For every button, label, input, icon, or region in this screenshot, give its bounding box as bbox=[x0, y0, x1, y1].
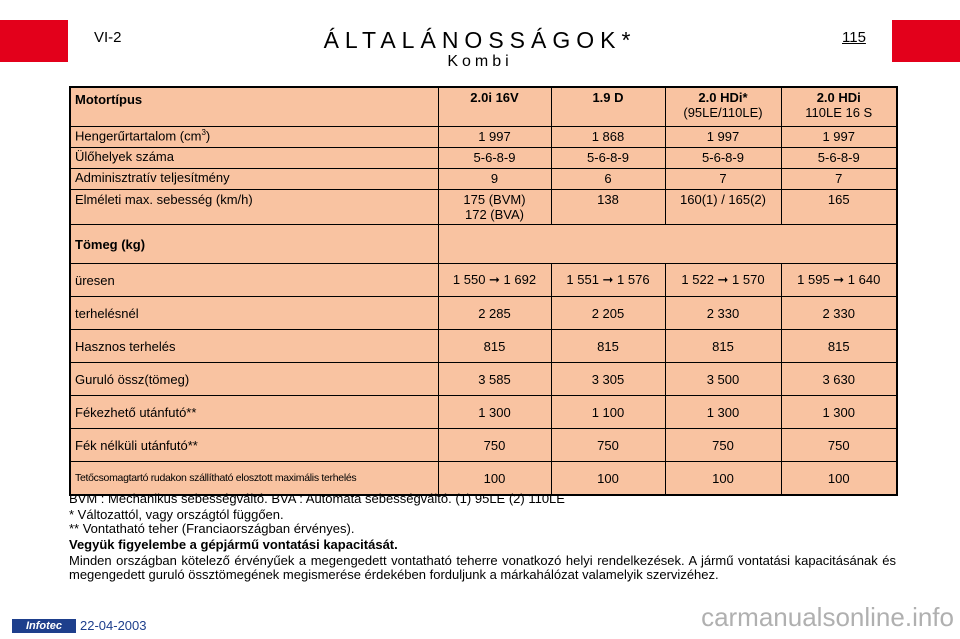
column-header: 1.9 D bbox=[551, 87, 665, 127]
row-label: Hengerűrtartalom $(cm^3)$ bbox=[70, 127, 438, 148]
table-cell: 1 300 bbox=[665, 396, 781, 429]
table-cell: 815 bbox=[551, 330, 665, 363]
table-cell: 1 522 ➞ 1 570 bbox=[665, 264, 781, 297]
row-label: Adminisztratív teljesítmény bbox=[70, 169, 438, 190]
table-cell: 5-6-8-9 bbox=[438, 148, 551, 169]
row-label: Hasznos terhelés bbox=[70, 330, 438, 363]
notes bbox=[69, 492, 896, 582]
column-header: 2.0i 16V bbox=[438, 87, 551, 127]
table-cell: 1 997 bbox=[665, 127, 781, 148]
table-row bbox=[70, 363, 897, 396]
mass-header: Tömeg (kg) bbox=[70, 225, 438, 264]
table-cell: 5-6-8-9 bbox=[665, 148, 781, 169]
section-code: VI-2 bbox=[94, 29, 122, 46]
table-row bbox=[70, 297, 897, 330]
table-cell: 1 868 bbox=[551, 127, 665, 148]
table-cell: 815 bbox=[438, 330, 551, 363]
table-cell: 7 bbox=[665, 169, 781, 190]
watermark: carmanualsonline.info bbox=[701, 602, 954, 632]
column-header: Motortípus bbox=[70, 87, 438, 127]
table-cell: 2 205 bbox=[551, 297, 665, 330]
row-label: terhelésnél bbox=[70, 297, 438, 330]
table-cell: 1 300 bbox=[438, 396, 551, 429]
page-subtitle: Kombi bbox=[447, 53, 513, 70]
footnote: * Változattól, vagy országtól függően. bbox=[69, 507, 284, 522]
row-label: Elméleti max. sebesség (km/h) bbox=[70, 190, 438, 225]
table-cell: 750 bbox=[551, 429, 665, 462]
warning-title: Vegyük figyelembe a gépjármű vontatási kapacitását. bbox=[69, 537, 398, 552]
table-cell: 7 bbox=[781, 169, 897, 190]
table-cell: 3 500 bbox=[665, 363, 781, 396]
row-label: Fék nélküli utánfutó** bbox=[70, 429, 438, 462]
row-label: Guruló össz(tömeg) bbox=[70, 363, 438, 396]
table-cell: 815 bbox=[781, 330, 897, 363]
table-cell: 5-6-8-9 bbox=[781, 148, 897, 169]
table-cell: 2 285 bbox=[438, 297, 551, 330]
page-number: 115 bbox=[842, 29, 866, 46]
table-row bbox=[70, 429, 897, 462]
table-cell: 160(1) / 165(2) bbox=[665, 190, 781, 225]
mass-header-row bbox=[70, 225, 897, 264]
table-row bbox=[70, 462, 897, 496]
table-cell: 138 bbox=[551, 190, 665, 225]
table-row bbox=[70, 190, 897, 225]
table-cell: 1 300 bbox=[781, 396, 897, 429]
mass-header-spacer bbox=[438, 225, 897, 264]
table-cell: 3 585 bbox=[438, 363, 551, 396]
table-row bbox=[70, 264, 897, 297]
table-row bbox=[70, 396, 897, 429]
table-header-row bbox=[70, 87, 897, 127]
row-label: Fékezhető utánfutó** bbox=[70, 396, 438, 429]
table-cell: 9 bbox=[438, 169, 551, 190]
table-row bbox=[70, 330, 897, 363]
specs-table bbox=[69, 86, 898, 496]
table-cell: 1 100 bbox=[551, 396, 665, 429]
table-cell: 100 bbox=[551, 462, 665, 496]
page-title: ÁLTALÁNOSSÁGOK* bbox=[323, 27, 637, 53]
column-header: 2.0 HDi* (95LE/110LE) bbox=[665, 87, 781, 127]
table-cell: 750 bbox=[665, 429, 781, 462]
table-cell: 3 305 bbox=[551, 363, 665, 396]
print-date: 22-04-2003 bbox=[80, 618, 147, 633]
table-cell: 750 bbox=[781, 429, 897, 462]
table-cell: 1 551 ➞ 1 576 bbox=[551, 264, 665, 297]
table-cell: 2 330 bbox=[781, 297, 897, 330]
table-cell: 6 bbox=[551, 169, 665, 190]
table-cell: 3 630 bbox=[781, 363, 897, 396]
row-label: Tetőcsomagtartó rudakon szállítható elosztott maximális terhelés bbox=[70, 462, 438, 496]
table-cell: 1 997 bbox=[781, 127, 897, 148]
table-cell: 175 (BVM) 172 (BVA) bbox=[438, 190, 551, 225]
warning-text: Minden országban kötelező érvényűek a megengedett vontatható teherre vonatkozó helyi rendelkezések. A jármű vontatási kapacitásának és megengedett guruló össztömegének megismerése érdekében forduljunk a márkahálózat valamelyik szervizéhez. bbox=[69, 553, 896, 582]
table-cell: 5-6-8-9 bbox=[551, 148, 665, 169]
table-row bbox=[70, 127, 897, 148]
table-cell: 165 bbox=[781, 190, 897, 225]
table-cell: 2 330 bbox=[665, 297, 781, 330]
column-header: 2.0 HDi 110LE 16 S bbox=[781, 87, 897, 127]
gearbox-legend: BVM : Mechanikus sebességváltó. BVA : Automata sebességváltó. (1) 95LE (2) 110LE bbox=[69, 491, 565, 506]
table-cell: 750 bbox=[438, 429, 551, 462]
table-cell: 100 bbox=[781, 462, 897, 496]
table-cell: 1 550 ➞ 1 692 bbox=[438, 264, 551, 297]
table-row bbox=[70, 148, 897, 169]
row-label: üresen bbox=[70, 264, 438, 297]
table-cell: 1 997 bbox=[438, 127, 551, 148]
table-cell: 815 bbox=[665, 330, 781, 363]
table-row bbox=[70, 169, 897, 190]
footnote: ** Vontatható teher (Franciaországban érvényes). bbox=[69, 521, 355, 536]
table-cell: 1 595 ➞ 1 640 bbox=[781, 264, 897, 297]
row-label: Ülőhelyek száma bbox=[70, 148, 438, 169]
table-cell: 100 bbox=[665, 462, 781, 496]
infotec-logo: Infotec bbox=[12, 619, 76, 633]
table-cell: 100 bbox=[438, 462, 551, 496]
